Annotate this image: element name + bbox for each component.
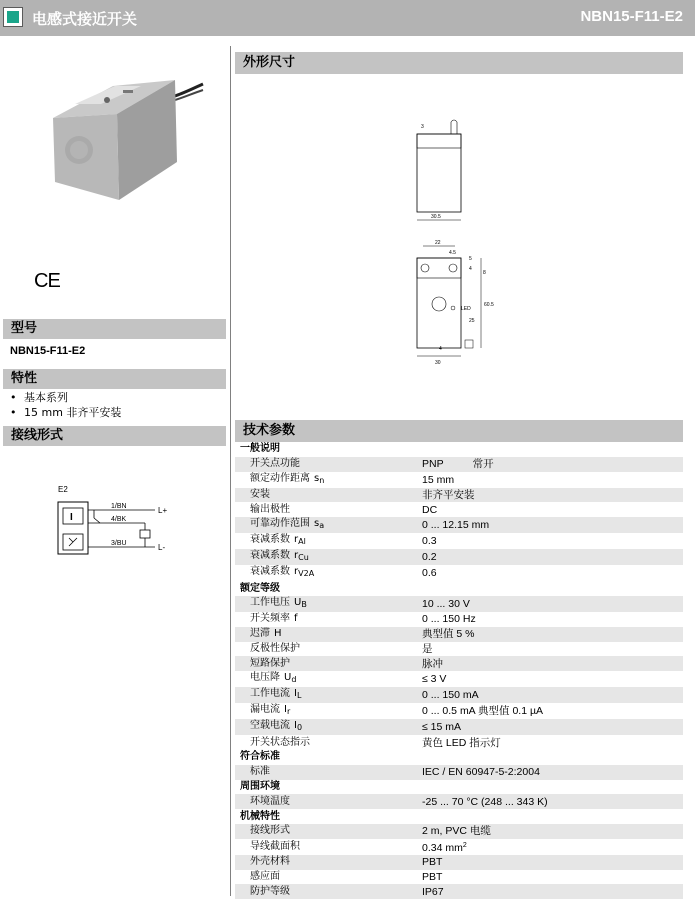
spec-value: ≤ 3 V [422, 673, 447, 686]
spec-label: 开关状态指示 [250, 736, 310, 748]
spec-label: 可靠动作范围 $s_a$ [235, 517, 422, 533]
spec-row [235, 824, 683, 839]
spec-label: 开关点功能 [235, 457, 422, 472]
ce-mark: CE [34, 270, 60, 292]
spec-row [235, 656, 683, 671]
feature-item: • 15 mm 非齐平安装 [10, 406, 122, 419]
model-value: NBN15-F11-E2 [10, 345, 86, 357]
spec-group-header [235, 442, 683, 457]
svg-text:I: I [70, 512, 73, 523]
dimension-drawing [395, 110, 515, 370]
spec-row [235, 627, 683, 642]
spec-row [235, 596, 683, 612]
spec-row [235, 765, 683, 780]
header-model: NBN15-F11-E2 [580, 8, 683, 25]
spec-value: PBT [422, 855, 683, 870]
spec-value: 黄色 LED 指示灯 [422, 736, 501, 749]
spec-label: 工作电流 $I_L$ [235, 687, 422, 703]
spec-row [235, 719, 683, 735]
spec-label: 开关频率 f [250, 613, 298, 625]
svg-text:5: 5 [469, 256, 472, 262]
specs-table [235, 442, 683, 899]
spec-value: 0 ... 150 mA [422, 687, 683, 703]
spec-value: PNP 常开 [422, 457, 683, 472]
spec-value: ≤ 15 mA [422, 719, 683, 735]
brand-logo-icon [3, 7, 23, 27]
spec-row [235, 735, 683, 750]
spec-group-header [235, 581, 683, 596]
spec-row [235, 870, 683, 885]
spec-label: 电压降 $U_d$ [250, 672, 297, 685]
spec-value: 0.3 [422, 535, 437, 548]
spec-value: 0.34 $mm^2$ [422, 841, 467, 854]
spec-row [235, 612, 683, 627]
svg-text:1/BN: 1/BN [111, 503, 127, 510]
spec-row [235, 549, 683, 565]
spec-value: 0.6 [422, 567, 437, 580]
spec-label: 环境温度 [235, 794, 422, 809]
spec-row [235, 488, 683, 503]
spec-value: 0 ... 0.5 mA 典型值 0.1 µA [422, 705, 544, 718]
features-section-header: 特性 [3, 369, 226, 389]
spec-label: 空载电流 $I_0$ [235, 719, 422, 735]
spec-label: 导线截面积 [250, 840, 300, 852]
spec-value: 脉冲 [422, 656, 683, 671]
specs-section-header: 技术参数 [235, 420, 683, 442]
spec-group-name: 符合标准 [240, 751, 280, 763]
column-divider [230, 46, 231, 896]
spec-label: 输出极性 [250, 503, 290, 515]
dimensions-section-header: 外形尺寸 [235, 52, 683, 74]
spec-value: PBT [422, 870, 443, 883]
svg-text:22: 22 [435, 240, 441, 246]
spec-label: 接线形式 [235, 824, 422, 839]
page-header [0, 0, 695, 36]
spec-row [235, 671, 683, 687]
spec-group-name: 一般说明 [240, 443, 280, 455]
spec-value: -25 ... 70 °C (248 ... 343 K) [422, 794, 683, 809]
spec-value: IEC / EN 60947-5-2:2004 [422, 765, 683, 780]
spec-group-name: 机械特性 [240, 810, 280, 822]
spec-row [235, 502, 683, 517]
spec-label: 衰减系数 $r_{V2A}$ [250, 566, 315, 579]
page-title: 电感式接近开关 [32, 10, 138, 28]
spec-row [235, 472, 683, 488]
svg-text:4: 4 [469, 266, 472, 272]
wiring-section-header: 接线形式 [3, 426, 226, 446]
spec-group-name: 周围环境 [240, 780, 280, 792]
spec-row [235, 855, 683, 870]
spec-label: 安装 [235, 488, 422, 503]
spec-value: 0.2 [422, 549, 683, 565]
spec-value: IP67 [422, 884, 683, 899]
spec-value: 非齐平安装 [422, 488, 683, 503]
svg-text:L-: L- [158, 543, 166, 552]
spec-row [235, 839, 683, 855]
product-photo [45, 70, 205, 200]
spec-row [235, 457, 683, 472]
wiring-diagram [50, 480, 190, 560]
spec-label: 工作电压 $U_B$ [235, 596, 422, 612]
spec-row [235, 565, 683, 581]
spec-value: 15 mm [422, 473, 455, 486]
spec-group-header [235, 809, 683, 824]
svg-text:4/BK: 4/BK [111, 516, 127, 523]
spec-label: 衰减系数 $r_{Cu}$ [235, 549, 422, 565]
spec-label: 外壳材料 [235, 855, 422, 870]
model-section-header: 型号 [3, 319, 226, 339]
spec-group-header [235, 750, 683, 765]
spec-label: 感应面 [250, 870, 280, 882]
spec-value: 是 [422, 642, 433, 655]
spec-value: DC [422, 503, 438, 516]
feature-item: • 基本系列 [10, 391, 68, 404]
spec-label: 衰减系数 $r_{Al}$ [250, 534, 306, 547]
svg-text:30: 30 [435, 360, 441, 366]
svg-text:LED: LED [461, 306, 471, 312]
svg-text:30.5: 30.5 [431, 214, 441, 220]
svg-text:L+: L+ [158, 506, 168, 515]
svg-text:3/BU: 3/BU [111, 540, 127, 547]
spec-value: 10 ... 30 V [422, 596, 683, 612]
spec-label: 标准 [235, 765, 422, 780]
svg-text:3: 3 [421, 124, 424, 130]
spec-group-name: 额定等级 [240, 582, 280, 594]
spec-label: 迟滞 H [235, 627, 422, 642]
spec-group-header [235, 780, 683, 795]
spec-row [235, 517, 683, 533]
spec-row [235, 642, 683, 657]
svg-text:4: 4 [439, 346, 442, 352]
spec-row [235, 884, 683, 899]
svg-text:60.5: 60.5 [484, 302, 494, 308]
spec-row [235, 687, 683, 703]
spec-label: 反极性保护 [250, 642, 300, 654]
spec-row [235, 533, 683, 549]
spec-label: 短路保护 [235, 656, 422, 671]
spec-value: 0 ... 150 Hz [422, 613, 476, 626]
spec-label: 额定动作距离 $s_n$ [250, 472, 325, 485]
spec-label: 漏电流 $I_r$ [250, 704, 291, 717]
spec-row [235, 703, 683, 719]
svg-text:4.5: 4.5 [449, 250, 456, 256]
svg-text:8: 8 [483, 270, 486, 276]
spec-row [235, 794, 683, 809]
spec-value: 0 ... 12.15 mm [422, 517, 683, 533]
wiring-label: E2 [58, 485, 68, 494]
svg-text:25: 25 [469, 318, 475, 324]
spec-label: 防护等级 [235, 884, 422, 899]
spec-value: 2 m, PVC 电缆 [422, 824, 683, 839]
spec-value: 典型值 5 % [422, 627, 683, 642]
